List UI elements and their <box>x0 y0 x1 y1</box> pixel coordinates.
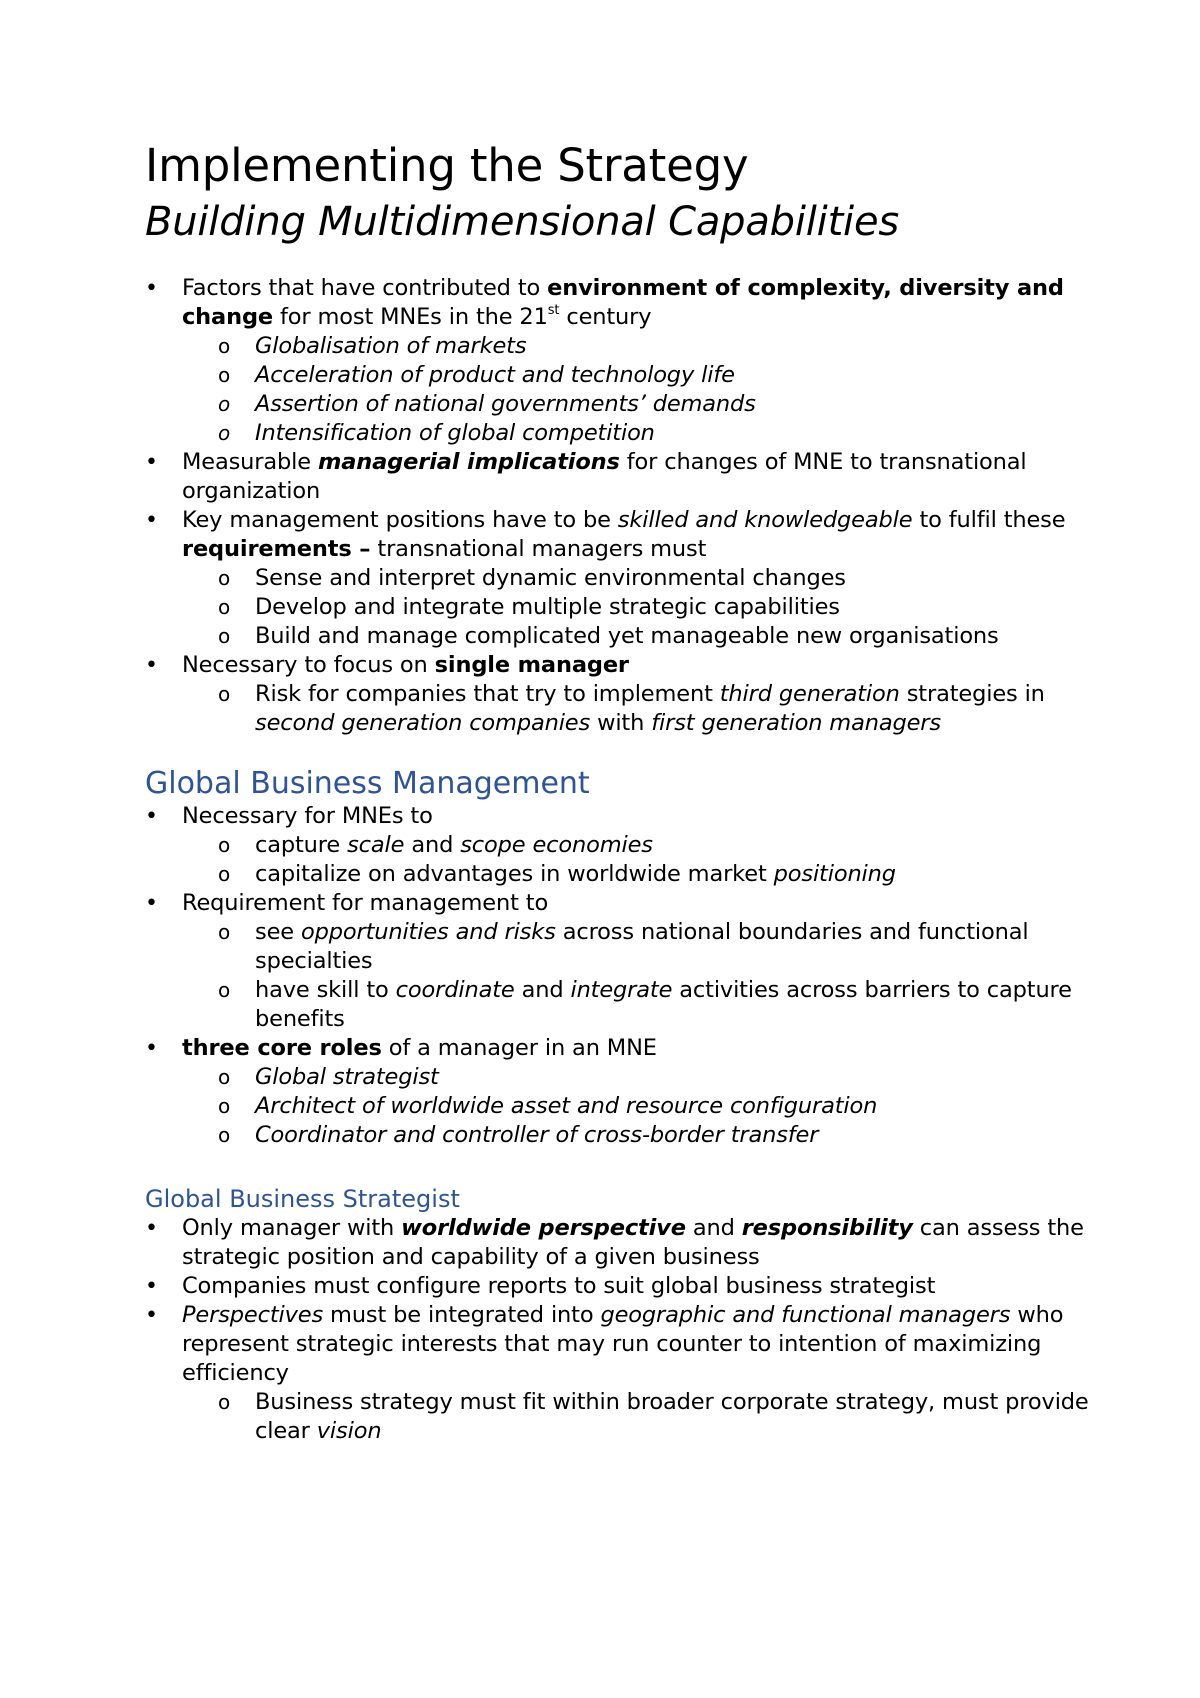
sub-bullet-icon: o <box>218 421 231 445</box>
sub-list-item: o Acceleration of product and technology life <box>218 362 735 388</box>
bullet-icon: • <box>145 508 158 533</box>
sub-bullet-icon: o <box>218 1065 231 1089</box>
sub-bullet-icon: o <box>218 682 231 706</box>
list-item: • Requirement for management to o see opportunities and risks across national boundaries and functional specialties o have skill to coordinate and integrate activities across barriers to capture benefits <box>145 889 1105 1034</box>
section-intro-list <box>145 274 1105 738</box>
sub-list-item: o Sense and interpret dynamic environmental changes <box>218 565 846 591</box>
list-item: • Measurable managerial implications for changes of MNE to transnational organization <box>145 449 1027 504</box>
sub-list-item: o Develop and integrate multiple strategic capabilities <box>218 594 840 620</box>
bullet-icon: • <box>145 1303 158 1328</box>
sub-list-item: o capitalize on advantages in worldwide market positioning <box>218 861 896 887</box>
page-subtitle: Building Multidimensional Capabilities <box>145 199 900 245</box>
sub-list-item: o Risk for companies that try to implement third generation strategies in second generation companies with first generation managers <box>218 681 1045 736</box>
sub-list-item: o see opportunities and risks across national boundaries and functional specialties <box>218 919 1029 974</box>
bullet-icon: • <box>145 891 158 916</box>
sub-list-item: o Globalisation of markets <box>218 333 527 359</box>
section-gbs-list <box>145 1214 1105 1446</box>
section-heading-global-business-strategist: Global Business Strategist <box>145 1185 460 1213</box>
sub-list <box>182 831 1105 889</box>
sub-bullet-icon: o <box>218 1094 231 1118</box>
bullet-icon: • <box>145 1036 158 1061</box>
list-item: • Perspectives must be integrated into geographic and functional managers who represent strategic interests that may run counter to intention of maximizing efficiency o Business strategy must fit within broader corporate strategy, must provide clear vision <box>145 1301 1105 1446</box>
sub-list-item: o Business strategy must fit within broader corporate strategy, must provide clear vision <box>218 1389 1089 1444</box>
sub-bullet-icon: o <box>218 624 231 648</box>
bullet-icon: • <box>145 1274 158 1299</box>
sub-list-item: o Intensification of global competition <box>218 420 655 446</box>
list-item: • Necessary to focus on single manager o Risk for companies that try to implement third generation strategies in second generation companies with first generation managers <box>145 651 1105 738</box>
sub-list-item: o Coordinator and controller of cross-border transfer <box>218 1122 819 1148</box>
sub-list <box>182 1388 1105 1446</box>
sub-bullet-icon: o <box>218 920 231 944</box>
sub-bullet-icon: o <box>218 1390 231 1414</box>
sub-list-item: o Architect of worldwide asset and resource configuration <box>218 1093 878 1119</box>
bullet-icon: • <box>145 450 158 475</box>
sub-list-item: o Global strategist <box>218 1064 439 1090</box>
sub-list-item: o have skill to coordinate and integrate activities across barriers to capture benefits <box>218 977 1072 1032</box>
sub-bullet-icon: o <box>218 595 231 619</box>
bullet-icon: • <box>145 804 158 829</box>
sub-bullet-icon: o <box>218 566 231 590</box>
sub-list-item: o Build and manage complicated yet manageable new organisations <box>218 623 999 649</box>
sub-bullet-icon: o <box>218 978 231 1002</box>
list-item: • three core roles of a manager in an MNE o Global strategist o Architect of worldwide asset and resource configuration o Coordinator and controller of cross-border transfer <box>145 1034 1105 1150</box>
sub-list-item: o capture scale and scope economies <box>218 832 653 858</box>
list-item: • Companies must configure reports to suit global business strategist <box>145 1273 936 1299</box>
sub-list-item: o Assertion of national governments’ demands <box>218 391 756 417</box>
list-item: • Key management positions have to be skilled and knowledgeable to fulfil these requirements – transnational managers must o Sense and interpret dynamic environmental changes o Develop and integrate multiple strategic capabilities o Build and manage complicated yet manageable new organisations <box>145 506 1105 651</box>
list-item: • Factors that have contributed to environment of complexity, diversity and change for most MNEs in the 21st century o Globalisation of markets o Acceleration of product and technology life o Assertion of national governments’ demands o Intensification of global competition <box>145 274 1105 448</box>
section-gbm-list <box>145 802 1105 1150</box>
sub-bullet-icon: o <box>218 833 231 857</box>
bullet-icon: • <box>145 653 158 678</box>
sub-list <box>182 332 1105 448</box>
page-title: Implementing the Strategy <box>145 139 749 192</box>
sub-list <box>182 564 1105 651</box>
sub-bullet-icon: o <box>218 363 231 387</box>
sub-list <box>182 680 1105 738</box>
list-item: • Only manager with worldwide perspective and responsibility can assess the strategic position and capability of a given business <box>145 1215 1084 1270</box>
document-page <box>145 140 1105 1446</box>
sub-bullet-icon: o <box>218 862 231 886</box>
sub-bullet-icon: o <box>218 392 231 416</box>
sub-list <box>182 918 1105 1034</box>
sub-bullet-icon: o <box>218 1123 231 1147</box>
bullet-icon: • <box>145 276 158 301</box>
sub-list <box>182 1063 1105 1150</box>
sub-bullet-icon: o <box>218 334 231 358</box>
bullet-icon: • <box>145 1216 158 1241</box>
list-item: • Necessary for MNEs to o capture scale and scope economies o capitalize on advantages in worldwide market positioning <box>145 802 1105 889</box>
section-heading-global-business-management: Global Business Management <box>145 766 590 801</box>
